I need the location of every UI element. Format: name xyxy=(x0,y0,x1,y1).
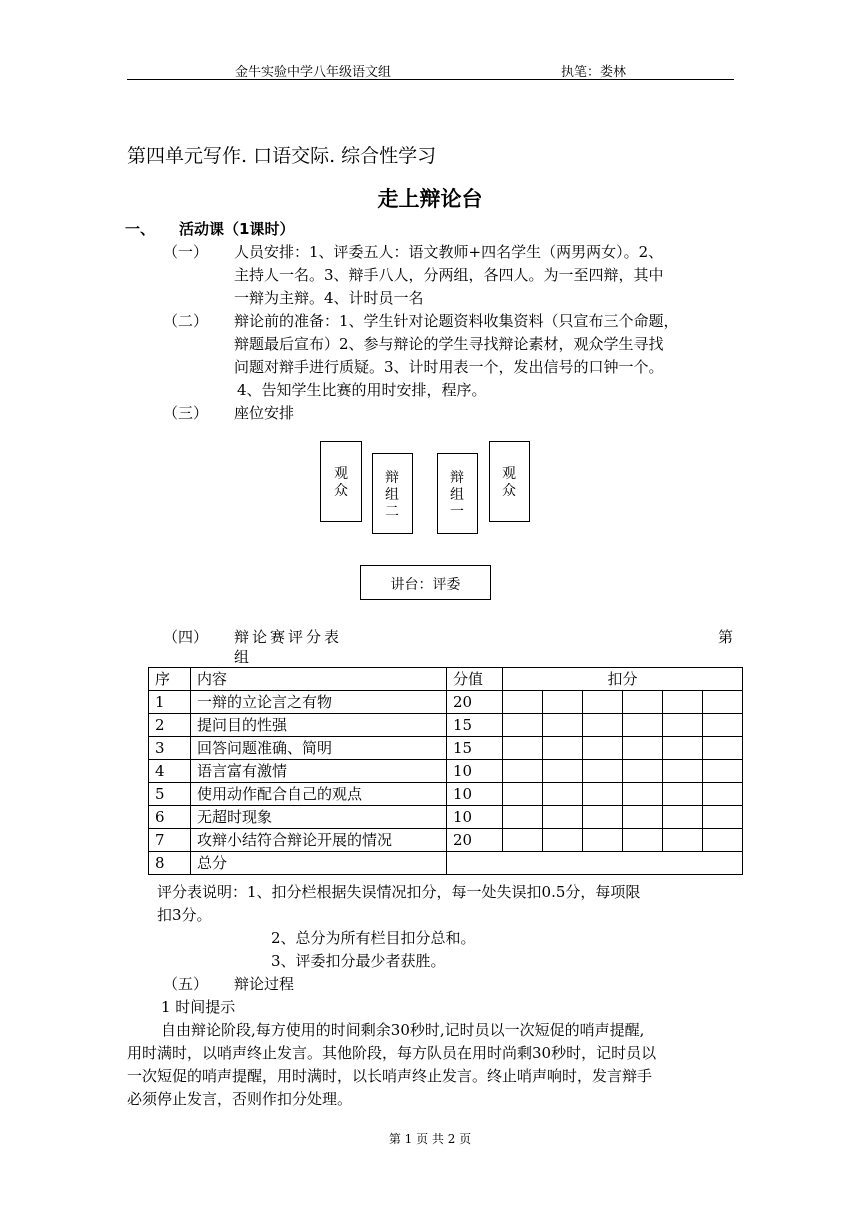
item-line: 人员安排：1、评委五人：语文教师+四名学生（两男两女）。2、 xyxy=(234,243,664,261)
row-content: 语言富有激情 xyxy=(191,760,447,783)
table-row xyxy=(149,783,743,806)
row-seq: 4 xyxy=(149,760,191,783)
header-author: 执笔：娄林 xyxy=(561,65,627,80)
deduct-cell[interactable] xyxy=(543,737,583,760)
item-line: 主持人一名。3、辩手八人，分两组，各四人。为一至四辩，其中 xyxy=(234,266,664,284)
table-caption-cont: 组 xyxy=(234,648,250,666)
deduct-cell[interactable] xyxy=(583,806,623,829)
table-total-row xyxy=(149,852,743,875)
row-score: 15 xyxy=(447,737,503,760)
row-seq: 1 xyxy=(149,691,191,714)
section-title: 活动课（1课时） xyxy=(179,220,295,238)
unit-title: 第四单元写作. 口语交际. 综合性学习 xyxy=(127,145,437,167)
deduct-cell[interactable] xyxy=(623,714,663,737)
page-title: 走上辩论台 xyxy=(377,187,483,211)
box-char: 众 xyxy=(334,483,348,499)
total-label: 总分 xyxy=(191,852,447,875)
deduct-cell[interactable] xyxy=(663,737,703,760)
box-char: 观 xyxy=(502,466,516,482)
box-char: 二 xyxy=(385,504,399,520)
deduct-cell[interactable] xyxy=(623,829,663,852)
deduct-cell[interactable] xyxy=(663,783,703,806)
deduct-cell[interactable] xyxy=(623,737,663,760)
table-row xyxy=(149,760,743,783)
deduct-cell[interactable] xyxy=(543,806,583,829)
paragraph-line: 用时满时，以哨声终止发言。其他阶段，每方队员在用时尚剩30秒时，记时员以 xyxy=(127,1044,657,1062)
row-content: 一辩的立论言之有物 xyxy=(191,691,447,714)
header-seq: 序 xyxy=(149,668,191,691)
row-score: 20 xyxy=(447,829,503,852)
item-number: （五） xyxy=(163,975,209,993)
item-text: 辩论过程 xyxy=(234,975,295,993)
row-content: 无超时现象 xyxy=(191,806,447,829)
deduct-cell[interactable] xyxy=(503,829,543,852)
paragraph-line: 自由辩论阶段,每方使用的时间剩余30秒时,记时员以一次短促的哨声提醒, xyxy=(161,1021,645,1039)
deduct-cell[interactable] xyxy=(703,806,743,829)
box-char: 观 xyxy=(334,466,348,482)
deduct-cell[interactable] xyxy=(543,714,583,737)
item-text: 座位安排 xyxy=(234,404,295,422)
row-seq: 2 xyxy=(149,714,191,737)
table-caption-right: 第 xyxy=(718,628,734,646)
deduct-cell[interactable] xyxy=(623,783,663,806)
subheading: 1 时间提示 xyxy=(161,998,236,1016)
deduct-cell[interactable] xyxy=(503,714,543,737)
deduct-cell[interactable] xyxy=(503,783,543,806)
deduct-cell[interactable] xyxy=(703,760,743,783)
row-score: 10 xyxy=(447,760,503,783)
deduct-cell[interactable] xyxy=(623,806,663,829)
item-line: 一辩为主辩。4、计时员一名 xyxy=(234,289,424,307)
row-content: 回答问题准确、简明 xyxy=(191,737,447,760)
table-row xyxy=(149,806,743,829)
deduct-cell[interactable] xyxy=(663,691,703,714)
row-seq: 6 xyxy=(149,806,191,829)
row-content: 使用动作配合自己的观点 xyxy=(191,783,447,806)
item-number: （二） xyxy=(163,312,209,330)
deduct-cell[interactable] xyxy=(663,714,703,737)
paragraph-line: 一次短促的哨声提醒，用时满时，以长哨声终止发言。终止哨声响时，发言辩手 xyxy=(127,1067,653,1085)
box-char: 众 xyxy=(502,483,516,499)
deduct-cell[interactable] xyxy=(543,829,583,852)
total-value-cell[interactable] xyxy=(447,852,743,875)
row-score: 10 xyxy=(447,783,503,806)
table-header-row xyxy=(149,668,743,691)
deduct-cell[interactable] xyxy=(663,806,703,829)
deduct-cell[interactable] xyxy=(503,737,543,760)
audience-right-box xyxy=(489,441,530,522)
deduct-cell[interactable] xyxy=(703,829,743,852)
header-deduct: 扣分 xyxy=(503,668,743,691)
deduct-cell[interactable] xyxy=(543,691,583,714)
podium-label: 讲台：评委 xyxy=(390,577,461,593)
table-caption: 辩论赛评分表 xyxy=(234,628,343,646)
row-content: 提问目的性强 xyxy=(191,714,447,737)
box-char: 一 xyxy=(450,504,464,520)
deduct-cell[interactable] xyxy=(623,760,663,783)
row-score: 10 xyxy=(447,806,503,829)
deduct-cell[interactable] xyxy=(623,691,663,714)
deduct-cell[interactable] xyxy=(583,783,623,806)
item-number: （四） xyxy=(163,628,209,646)
row-score: 15 xyxy=(447,714,503,737)
deduct-cell[interactable] xyxy=(703,783,743,806)
row-seq: 5 xyxy=(149,783,191,806)
header-rule xyxy=(127,79,734,80)
group-two-box xyxy=(372,453,413,534)
box-char: 组 xyxy=(450,487,464,503)
table-row xyxy=(149,737,743,760)
header-school: 金牛实验中学八年级语文组 xyxy=(235,65,392,80)
deduct-cell[interactable] xyxy=(583,829,623,852)
group-one-box xyxy=(437,453,478,534)
item-number: （一） xyxy=(163,243,209,261)
table-row xyxy=(149,691,743,714)
deduct-cell[interactable] xyxy=(543,783,583,806)
row-score: 20 xyxy=(447,691,503,714)
section-number: 一、 xyxy=(125,220,156,238)
deduct-cell[interactable] xyxy=(583,760,623,783)
item-line: 问题对辩手进行质疑。3、计时用表一个，发出信号的口钟一个。 xyxy=(234,358,664,376)
row-seq: 3 xyxy=(149,737,191,760)
box-char: 辩 xyxy=(450,470,464,486)
deduct-cell[interactable] xyxy=(543,760,583,783)
deduct-cell[interactable] xyxy=(703,691,743,714)
note-line: 2、总分为所有栏目扣分总和。 xyxy=(271,929,476,947)
page-number: 第 1 页 共 2 页 xyxy=(388,1132,472,1146)
podium-box xyxy=(360,565,491,600)
item-line: 辩论前的准备：1、学生针对论题资料收集资料（只宣布三个命题， xyxy=(234,312,679,330)
total-seq: 8 xyxy=(149,852,191,875)
header-score: 分值 xyxy=(447,668,503,691)
score-table xyxy=(148,667,743,875)
note-line: 评分表说明：1、扣分栏根据失误情况扣分，每一处失误扣0.5分，每项限 xyxy=(157,883,641,901)
deduct-cell[interactable] xyxy=(503,760,543,783)
note-line: 扣3分。 xyxy=(157,906,212,924)
box-char: 组 xyxy=(385,487,399,503)
note-line: 3、评委扣分最少者获胜。 xyxy=(271,952,446,970)
audience-left-box xyxy=(320,441,362,522)
deduct-cell[interactable] xyxy=(663,829,703,852)
deduct-cell[interactable] xyxy=(503,691,543,714)
deduct-cell[interactable] xyxy=(663,760,703,783)
box-char: 辩 xyxy=(385,470,399,486)
deduct-cell[interactable] xyxy=(703,714,743,737)
paragraph-line: 必须停止发言，否则作扣分处理。 xyxy=(127,1090,353,1108)
deduct-cell[interactable] xyxy=(703,737,743,760)
deduct-cell[interactable] xyxy=(583,737,623,760)
deduct-cell[interactable] xyxy=(583,714,623,737)
item-line: 辩题最后宣布）2、参与辩论的学生寻找辩论素材，观众学生寻找 xyxy=(234,335,664,353)
row-seq: 7 xyxy=(149,829,191,852)
header-content: 内容 xyxy=(191,668,447,691)
item-line: 4、告知学生比赛的用时安排，程序。 xyxy=(237,381,487,399)
table-row xyxy=(149,829,743,852)
deduct-cell[interactable] xyxy=(503,806,543,829)
deduct-cell[interactable] xyxy=(583,691,623,714)
table-row xyxy=(149,714,743,737)
item-number: （三） xyxy=(163,404,209,422)
row-content: 攻辩小结符合辩论开展的情况 xyxy=(191,829,447,852)
